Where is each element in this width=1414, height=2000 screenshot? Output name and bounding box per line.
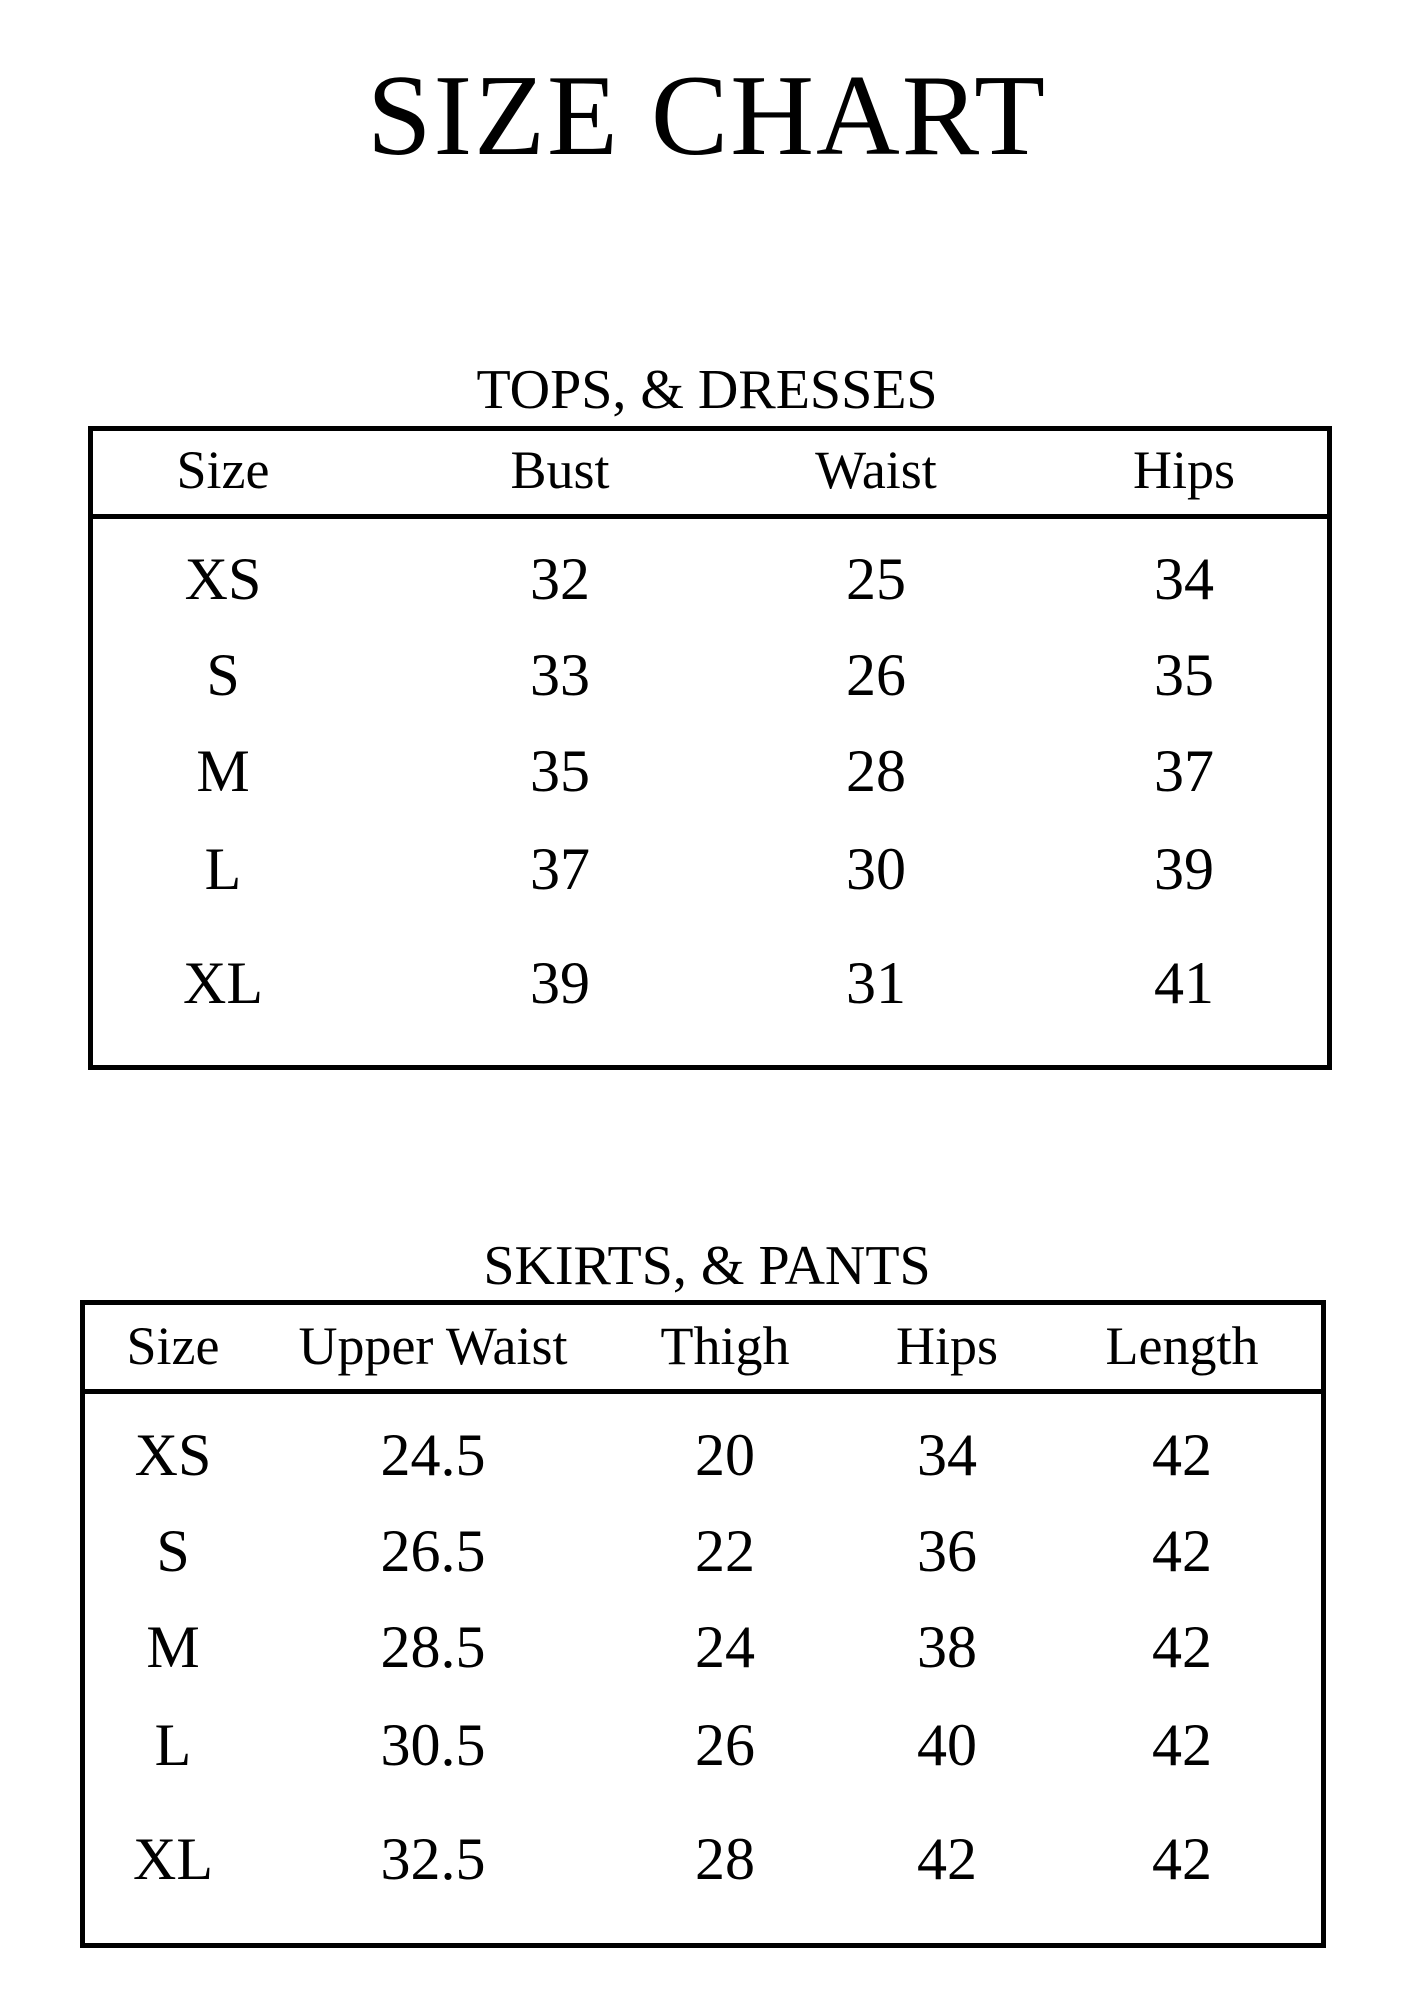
page-title: SIZE CHART: [366, 52, 1048, 180]
bottoms-table-cell: 42: [1152, 1422, 1212, 1488]
tops-table-cell: 39: [1154, 836, 1214, 902]
bottoms-table-cell: 40: [917, 1712, 977, 1778]
tops-col-header-size: Size: [176, 440, 270, 500]
bottoms-table-cell: 32.5: [380, 1826, 486, 1892]
bottoms-size-label: M: [146, 1614, 200, 1680]
bottoms-table-cell: 42: [1152, 1712, 1212, 1778]
bottoms-table-cell: 36: [917, 1518, 977, 1584]
tops-size-label: L: [204, 836, 242, 902]
bottoms-table-cell: 28.5: [380, 1614, 486, 1680]
bottoms-table-cell: 42: [917, 1826, 977, 1892]
bottoms-size-label: L: [154, 1712, 192, 1778]
tops-col-header-hips: Hips: [1132, 440, 1236, 500]
tops-table-cell: 25: [846, 546, 906, 612]
bottoms-col-header-size: Size: [126, 1316, 220, 1376]
tops-size-label: S: [206, 642, 240, 708]
tops-size-table: [88, 426, 1332, 1070]
bottoms-table-cell: 24.5: [380, 1422, 486, 1488]
tops-col-header-bust: Bust: [510, 440, 610, 500]
bottoms-col-header-hips: Hips: [895, 1316, 999, 1376]
bottoms-col-header-length: Length: [1105, 1316, 1259, 1376]
bottoms-size-table: [80, 1300, 1326, 1948]
tops-section-title: TOPS, & DRESSES: [476, 359, 938, 421]
tops-size-label: M: [196, 738, 250, 804]
tops-table-cell: 28: [846, 738, 906, 804]
tops-table-cell: 26: [846, 642, 906, 708]
tops-table-cell: 31: [846, 950, 906, 1016]
bottoms-table-cell: 28: [695, 1826, 755, 1892]
bottoms-section-title: SKIRTS, & PANTS: [483, 1235, 931, 1297]
tops-size-label: XS: [184, 546, 262, 612]
tops-col-header-waist: Waist: [815, 440, 937, 500]
bottoms-table-cell: 34: [917, 1422, 977, 1488]
bottoms-size-label: XL: [133, 1826, 213, 1892]
bottoms-table-cell: 42: [1152, 1826, 1212, 1892]
bottoms-table-cell: 42: [1152, 1518, 1212, 1584]
bottoms-size-label: XS: [134, 1422, 212, 1488]
tops-table-cell: 34: [1154, 546, 1214, 612]
bottoms-table-cell: 20: [695, 1422, 755, 1488]
bottoms-col-header-thigh: Thigh: [660, 1316, 790, 1376]
bottoms-col-header-upper-waist: Upper Waist: [298, 1316, 568, 1376]
tops-table-cell: 37: [1154, 738, 1214, 804]
bottoms-table-cell: 26.5: [380, 1518, 486, 1584]
tops-table-cell: 39: [530, 950, 590, 1016]
bottoms-table-cell: 22: [695, 1518, 755, 1584]
tops-table-cell: 37: [530, 836, 590, 902]
bottoms-size-label: S: [156, 1518, 190, 1584]
tops-size-label: XL: [183, 950, 263, 1016]
bottoms-table-cell: 24: [695, 1614, 755, 1680]
bottoms-table-cell: 42: [1152, 1614, 1212, 1680]
bottoms-table-cell: 26: [695, 1712, 755, 1778]
tops-table-cell: 30: [846, 836, 906, 902]
tops-table-cell: 32: [530, 546, 590, 612]
bottoms-table-cell: 30.5: [380, 1712, 486, 1778]
tops-table-cell: 35: [530, 738, 590, 804]
bottoms-table-cell: 38: [917, 1614, 977, 1680]
tops-table-cell: 41: [1154, 950, 1214, 1016]
tops-table-cell: 33: [530, 642, 590, 708]
tops-table-cell: 35: [1154, 642, 1214, 708]
